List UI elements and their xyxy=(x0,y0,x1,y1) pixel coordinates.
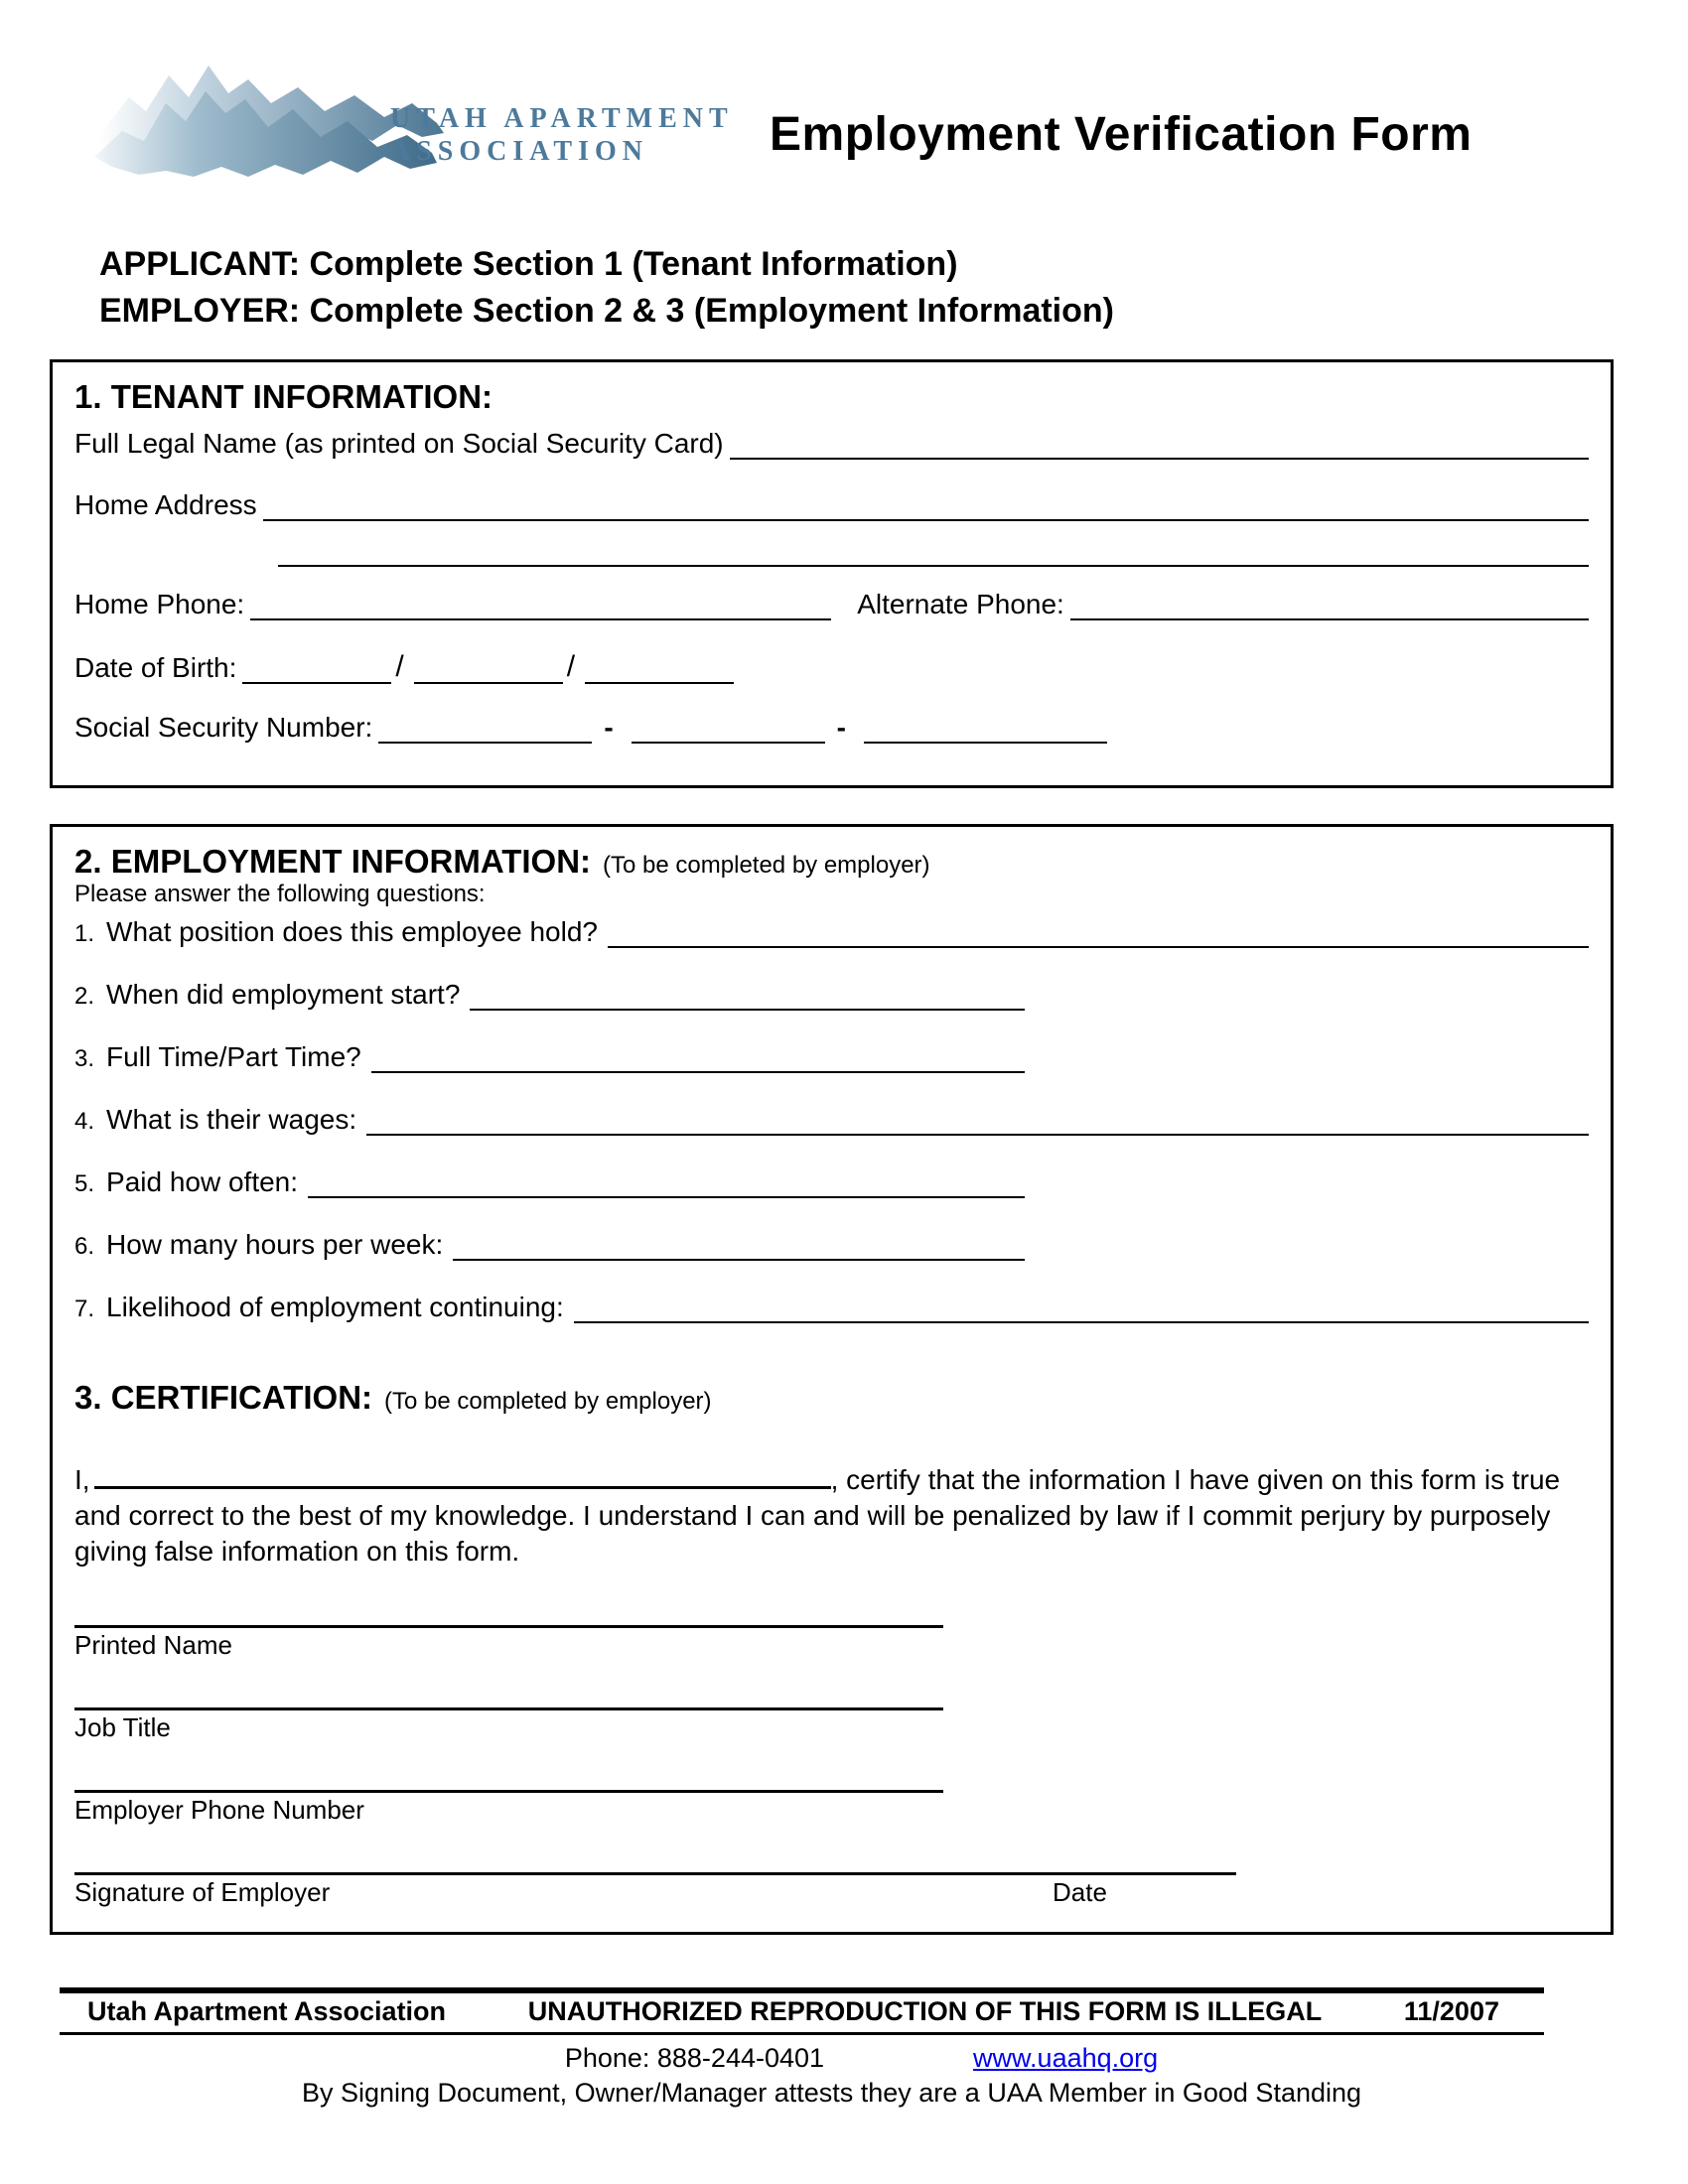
question-4-field[interactable] xyxy=(366,1102,1589,1136)
certification-suffix: , certify that the information I have given on this form is true and correct to the best of my knowledge. I understand I can and will be penalized by law if I commit perjury by purposely giving false information on this form. xyxy=(74,1464,1561,1567)
ssn-separator: - xyxy=(604,712,614,743)
job-title-block xyxy=(74,1668,1589,1742)
uaa-logo-line1: UTAH APARTMENT xyxy=(390,103,734,134)
question-7-label: Likelihood of employment continuing: xyxy=(106,1292,564,1322)
question-row-2 xyxy=(74,971,1025,1011)
section-3-heading: 3. CERTIFICATION: xyxy=(74,1379,373,1416)
dob-month-field[interactable] xyxy=(242,650,391,684)
question-4-label: What is their wages: xyxy=(106,1104,357,1135)
alternate-phone-field[interactable] xyxy=(1070,587,1589,620)
uaa-logo-text xyxy=(390,102,734,180)
question-2-field[interactable] xyxy=(470,977,1025,1011)
certification-prefix: I, xyxy=(74,1464,90,1495)
home-phone-field[interactable] xyxy=(250,587,831,620)
alternate-phone-label: Alternate Phone: xyxy=(857,589,1064,619)
printed-name-label: Printed Name xyxy=(74,1630,232,1660)
dob-separator: / xyxy=(566,650,576,683)
footer-phone: Phone: 888-244-0401 xyxy=(564,2043,825,2073)
instruction-applicant: APPLICANT: Complete Section 1 (Tenant Information) xyxy=(99,245,958,283)
certifier-name-field[interactable] xyxy=(94,1456,831,1489)
home-address-field[interactable] xyxy=(263,487,1589,521)
footer-org: Utah Apartment Association xyxy=(87,1996,447,2026)
question-3-label: Full Time/Part Time? xyxy=(106,1041,361,1072)
certification-statement xyxy=(74,1456,1595,1570)
section-2-intro: Please answer the following questions: xyxy=(74,881,486,907)
question-7-field[interactable] xyxy=(574,1290,1589,1323)
job-title-label: Job Title xyxy=(74,1712,171,1742)
question-row-7 xyxy=(74,1284,1589,1323)
home-address-label: Home Address xyxy=(74,489,257,520)
instructions xyxy=(99,241,1114,335)
section-2-employment-information xyxy=(50,824,1614,1935)
question-6-label: How many hours per week: xyxy=(106,1229,444,1260)
question-5-number: 5. xyxy=(74,1170,95,1197)
question-row-4 xyxy=(74,1096,1589,1136)
full-legal-name-label: Full Legal Name (as printed on Social Security Card) xyxy=(74,428,724,459)
dob-separator: / xyxy=(395,650,404,683)
section-2-heading-note: (To be completed by employer) xyxy=(603,852,930,879)
question-row-3 xyxy=(74,1033,1025,1073)
printed-name-block xyxy=(74,1585,1589,1660)
question-row-5 xyxy=(74,1159,1025,1198)
section-2-heading: 2. EMPLOYMENT INFORMATION: xyxy=(74,843,592,880)
date-label: Date xyxy=(1053,1877,1107,1907)
ssn-part1-field[interactable] xyxy=(378,710,592,744)
uaa-logo-line2: ASSOCIATION xyxy=(390,136,648,167)
question-2-number: 2. xyxy=(74,983,95,1010)
home-phone-label: Home Phone: xyxy=(74,589,245,619)
question-row-6 xyxy=(74,1221,1025,1261)
employer-phone-block xyxy=(74,1750,1589,1825)
ssn-part2-field[interactable] xyxy=(632,710,825,744)
page-footer xyxy=(60,1987,1544,2109)
question-5-field[interactable] xyxy=(308,1164,1025,1198)
section-3-heading-note: (To be completed by employer) xyxy=(384,1388,712,1415)
full-legal-name-field[interactable] xyxy=(730,426,1589,460)
employer-phone-label: Employer Phone Number xyxy=(74,1795,364,1825)
footer-revision: 11/2007 xyxy=(1403,1996,1499,2026)
employer-phone-field[interactable] xyxy=(74,1750,943,1793)
dob-day-field[interactable] xyxy=(414,650,563,684)
footer-warning: UNAUTHORIZED REPRODUCTION OF THIS FORM IS ILLEGAL xyxy=(527,1996,1323,2026)
instruction-employer: EMPLOYER: Complete Section 2 & 3 (Employment Information) xyxy=(99,292,1114,330)
question-5-label: Paid how often: xyxy=(106,1166,299,1197)
question-1-number: 1. xyxy=(74,920,95,947)
question-7-number: 7. xyxy=(74,1296,95,1322)
employer-signature-label: Signature of Employer xyxy=(74,1877,331,1907)
question-3-field[interactable] xyxy=(371,1039,1025,1073)
question-1-label: What position does this employee hold? xyxy=(106,916,598,947)
question-3-number: 3. xyxy=(74,1045,95,1072)
dob-year-field[interactable] xyxy=(585,650,734,684)
signature-block xyxy=(74,1833,1589,1907)
ssn-part3-field[interactable] xyxy=(864,710,1107,744)
job-title-field[interactable] xyxy=(74,1668,943,1710)
footer-bar xyxy=(60,1987,1544,2035)
uaa-logo xyxy=(94,46,734,180)
footer-membership-note: By Signing Document, Owner/Manager attests they are a UAA Member in Good Standing xyxy=(301,2078,1362,2108)
date-of-birth-label: Date of Birth: xyxy=(74,652,237,683)
question-2-label: When did employment start? xyxy=(106,979,461,1010)
footer-website-link[interactable]: www.uaahq.org xyxy=(973,2043,1159,2073)
home-address-line2-field[interactable] xyxy=(278,533,1589,567)
question-6-field[interactable] xyxy=(453,1227,1025,1261)
question-1-field[interactable] xyxy=(608,914,1589,948)
ssn-separator: - xyxy=(836,712,846,743)
employer-signature-field[interactable] xyxy=(74,1833,1236,1875)
form-title: Employment Verification Form xyxy=(770,108,1473,161)
footer-contact-row xyxy=(60,2043,1544,2074)
section-1-heading: 1. TENANT INFORMATION: xyxy=(74,378,493,415)
question-4-number: 4. xyxy=(74,1108,95,1135)
section-1-tenant-information xyxy=(50,359,1614,788)
printed-name-field[interactable] xyxy=(74,1585,943,1628)
question-6-number: 6. xyxy=(74,1233,95,1260)
section-3-certification xyxy=(74,1379,1589,1417)
question-row-1 xyxy=(74,908,1589,948)
ssn-label: Social Security Number: xyxy=(74,712,373,743)
